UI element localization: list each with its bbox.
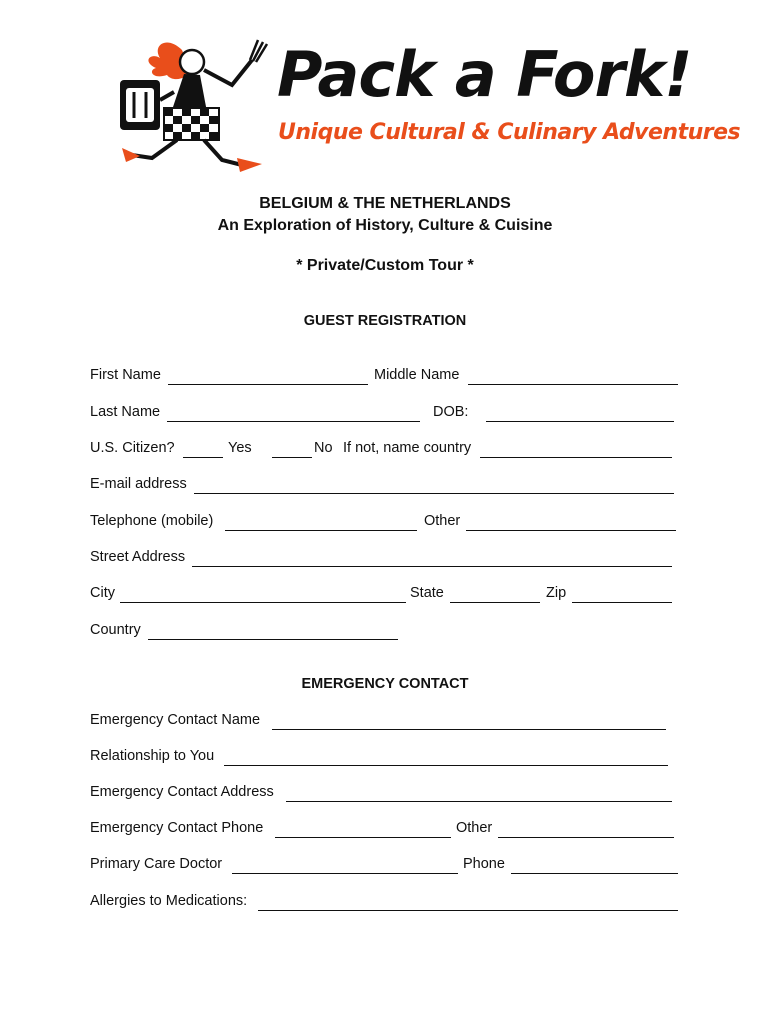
telephone-field[interactable] <box>225 530 417 531</box>
allergies-row <box>90 893 680 913</box>
email-row <box>90 476 680 496</box>
middle-name-label: Middle Name <box>374 367 460 383</box>
first-name-field[interactable] <box>168 384 368 385</box>
city-field[interactable] <box>120 602 406 603</box>
doctor-phone-field[interactable] <box>511 873 678 874</box>
street-row <box>90 549 680 569</box>
chef-running-with-fork-icon <box>112 30 277 180</box>
email-field[interactable] <box>194 493 674 494</box>
emergency-name-label: Emergency Contact Name <box>90 712 261 728</box>
relationship-row <box>90 748 680 768</box>
emergency-contact-heading: EMERGENCY CONTACT <box>301 676 469 692</box>
tour-title: BELGIUM & THE NETHERLANDS <box>259 195 511 212</box>
city-label: City <box>90 585 115 601</box>
country-field[interactable] <box>148 639 398 640</box>
state-label: State <box>410 585 444 601</box>
citizen-row <box>90 440 680 460</box>
emergency-name-field[interactable] <box>272 729 666 730</box>
allergies-label: Allergies to Medications: <box>90 893 248 909</box>
last-name-label: Last Name <box>90 404 161 420</box>
emergency-name-row <box>90 712 680 732</box>
if-not-label: If not, name country <box>343 440 472 456</box>
doctor-row <box>90 856 680 876</box>
emergency-address-label: Emergency Contact Address <box>90 784 274 800</box>
brand-name: Pack a Fork! <box>277 38 692 111</box>
telephone-label: Telephone (mobile) <box>90 513 214 529</box>
city-row <box>90 585 680 605</box>
emergency-phone-label: Emergency Contact Phone <box>90 820 264 836</box>
emergency-address-field[interactable] <box>286 801 672 802</box>
brand-tagline: Unique Cultural & Culinary Adventures <box>278 120 741 145</box>
state-field[interactable] <box>450 602 540 603</box>
tour-type: * Private/Custom Tour * <box>296 257 474 274</box>
citizen-yes-field[interactable] <box>183 457 223 458</box>
middle-name-field[interactable] <box>468 384 678 385</box>
us-citizen-label: U.S. Citizen? <box>90 440 175 456</box>
street-label: Street Address <box>90 549 186 565</box>
doctor-phone-label: Phone <box>463 856 505 872</box>
citizen-no-field[interactable] <box>272 457 312 458</box>
dob-label: DOB: <box>433 404 469 420</box>
first-name-label: First Name <box>90 367 161 383</box>
doctor-field[interactable] <box>232 873 458 874</box>
zip-field[interactable] <box>572 602 672 603</box>
emergency-other-label: Other <box>456 820 493 836</box>
telephone-row <box>90 513 680 533</box>
yes-label: Yes <box>228 440 252 456</box>
dob-field[interactable] <box>486 421 674 422</box>
last-name-field[interactable] <box>167 421 420 422</box>
citizen-country-field[interactable] <box>480 457 672 458</box>
emergency-other-field[interactable] <box>498 837 674 838</box>
other-phone-label: Other <box>424 513 461 529</box>
tour-subtitle: An Exploration of History, Culture & Cuisine <box>217 217 553 234</box>
doctor-label: Primary Care Doctor <box>90 856 223 872</box>
allergies-field[interactable] <box>258 910 678 911</box>
other-phone-field[interactable] <box>466 530 676 531</box>
emergency-address-row <box>90 784 680 804</box>
email-label: E-mail address <box>90 476 187 492</box>
guest-registration-heading: GUEST REGISTRATION <box>303 313 467 329</box>
relationship-field[interactable] <box>224 765 668 766</box>
country-row <box>90 622 680 642</box>
zip-label: Zip <box>546 585 567 601</box>
name-row <box>90 367 680 387</box>
country-label: Country <box>90 622 141 638</box>
no-label: No <box>314 440 333 456</box>
brand-logo <box>112 30 741 180</box>
street-field[interactable] <box>192 566 672 567</box>
emergency-phone-field[interactable] <box>275 837 451 838</box>
emergency-phone-row <box>90 820 680 840</box>
relationship-label: Relationship to You <box>90 748 215 764</box>
last-name-row <box>90 404 680 424</box>
